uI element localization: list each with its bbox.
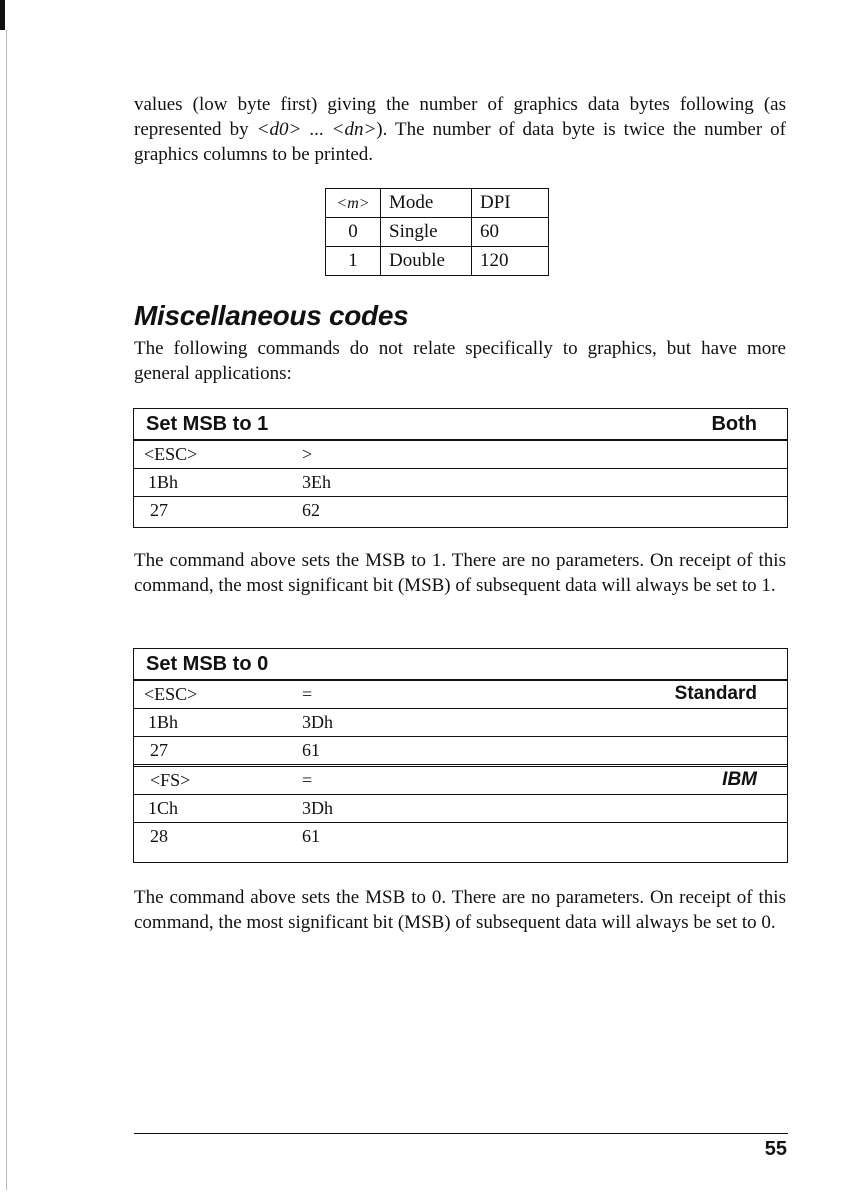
set-msb-0-command-box — [133, 648, 788, 863]
section-heading: Miscellaneous codes — [134, 300, 409, 331]
command-row — [134, 823, 787, 851]
cell-m: 1 — [326, 247, 381, 276]
command-code: <FS> — [150, 770, 191, 790]
mode-table-header — [326, 189, 549, 218]
command-row — [134, 497, 787, 525]
header-mode: Mode — [381, 189, 472, 218]
command-decimal: 61 — [302, 826, 320, 846]
set-msb-0-description: The command above sets the MSB to 0. There are no parameters. On receipt of this command, the most significant bit (MSB) of subsequent data will always be set to 0. — [134, 887, 786, 933]
command-hex: 3Dh — [302, 712, 333, 732]
cell-dpi: 120 — [472, 247, 549, 276]
command-row — [134, 709, 787, 737]
command-code: > — [302, 444, 313, 464]
command-decimal: 61 — [302, 740, 320, 760]
cell-dpi: 60 — [472, 218, 549, 247]
standard-mode-label: Standard — [674, 683, 757, 704]
table-row — [326, 247, 549, 276]
ibm-mode-label: IBM — [722, 769, 757, 790]
command-mode-label: Both — [711, 412, 757, 435]
command-code: = — [302, 770, 313, 790]
command-decimal: 27 — [150, 500, 168, 520]
footer-rule — [134, 1133, 788, 1134]
command-title: Set MSB to 1 — [146, 412, 269, 435]
command-title: Set MSB to 0 — [146, 652, 269, 675]
command-row — [134, 767, 787, 795]
command-row — [134, 681, 787, 709]
scan-edge-mark — [0, 0, 5, 30]
cell-m: 0 — [326, 218, 381, 247]
cell-mode: Double — [381, 247, 472, 276]
mode-table — [325, 188, 549, 276]
command-decimal: 28 — [150, 826, 168, 846]
command-hex: 1Bh — [148, 712, 179, 732]
command-title-bar — [134, 649, 787, 681]
page-number: 55 — [764, 1138, 787, 1160]
command-decimal: 62 — [302, 500, 320, 520]
command-hex: 1Bh — [148, 472, 179, 492]
set-msb-1-description: The command above sets the MSB to 1. There are no parameters. On receipt of this command, the most significant bit (MSB) of subsequent data will always be set to 1. — [134, 550, 786, 596]
command-row — [134, 737, 787, 767]
header-dpi: DPI — [472, 189, 549, 218]
command-code: <ESC> — [144, 684, 198, 704]
command-row — [134, 795, 787, 823]
misc-intro-paragraph: The following commands do not relate specifically to graphics, but have more general applications: — [134, 338, 786, 384]
command-title-bar — [134, 409, 787, 441]
command-hex: 1Ch — [148, 798, 179, 818]
command-code: = — [302, 684, 313, 704]
command-hex: 3Eh — [302, 472, 331, 492]
command-row — [134, 469, 787, 497]
command-hex: 3Dh — [302, 798, 333, 818]
intro-paragraph: values (low byte first) giving the number of graphics data bytes following (as represented by <d0> ... <dn>). The number of data byte is twice the number of graphics columns to be printed. — [134, 94, 787, 165]
set-msb-1-command-box — [133, 408, 788, 528]
cell-mode: Single — [381, 218, 472, 247]
command-decimal: 27 — [150, 740, 168, 760]
scan-edge-line — [6, 30, 7, 1190]
table-row — [326, 218, 549, 247]
header-m: <m> — [336, 195, 370, 212]
command-code: <ESC> — [144, 444, 198, 464]
command-row — [134, 441, 787, 469]
